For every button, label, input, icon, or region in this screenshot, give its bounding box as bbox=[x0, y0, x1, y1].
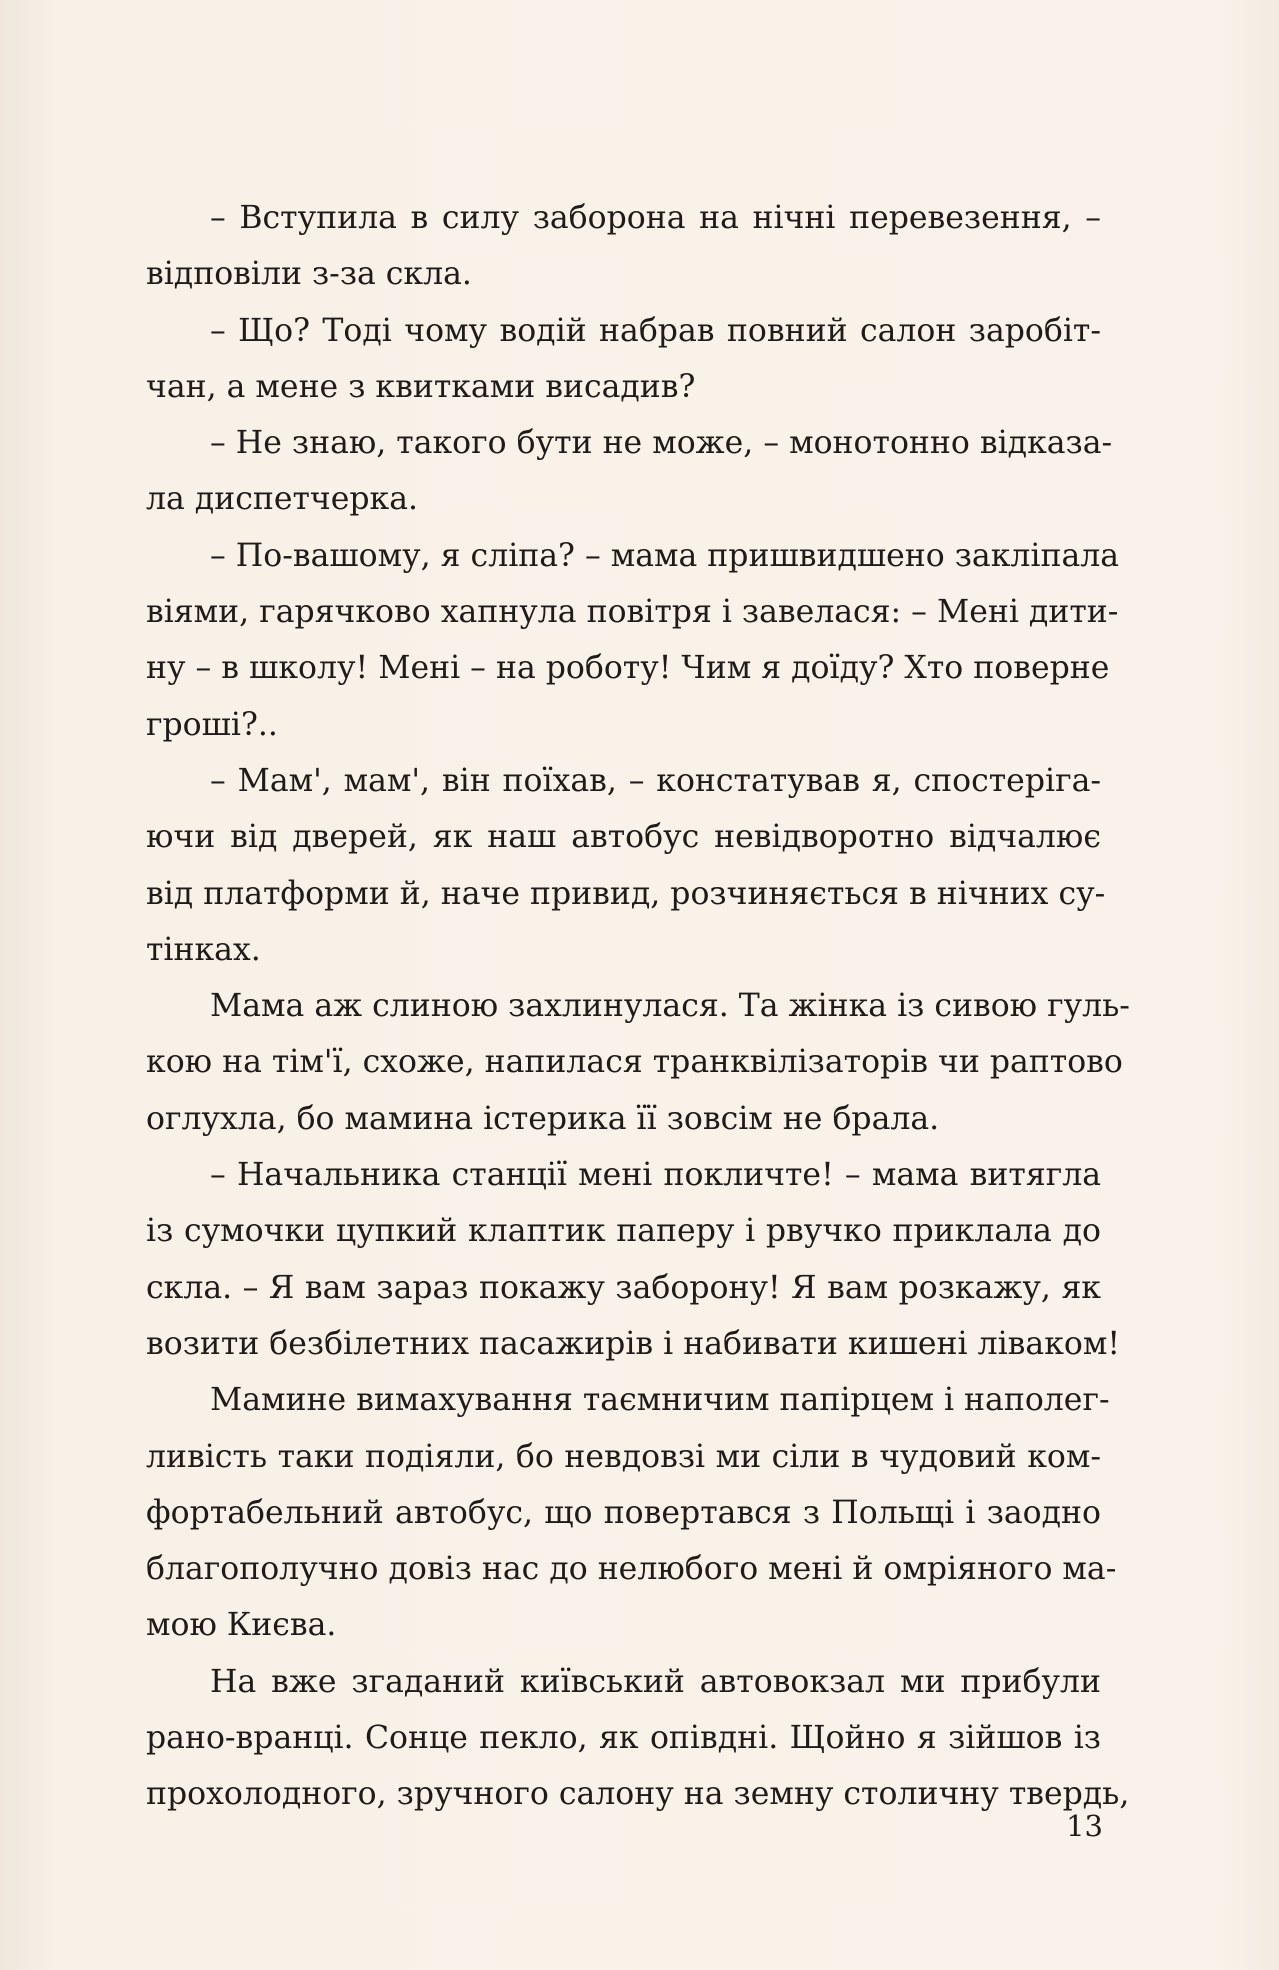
text-line: – Вступила в силу заборона на нічні перевезення, – bbox=[210, 200, 1101, 236]
text-line: від платформи й, наче привид, розчиняється в нічних су- bbox=[146, 875, 1106, 912]
text-line: із сумочки цупкий клаптик паперу і рвучко приклала до bbox=[146, 1213, 1101, 1250]
text-line: – По-вашому, я сліпа? – мама пришвидшено закліпала bbox=[210, 537, 1120, 574]
text-line: На вже згаданий київський автовокзал ми прибули bbox=[210, 1663, 1101, 1700]
text-line: віями, гарячково хапнула повітря і завелася: – Мені дити- bbox=[146, 594, 1119, 631]
text-line: відповіли з-за скла. bbox=[146, 256, 472, 293]
body-text bbox=[146, 190, 1130, 1823]
text-line: тінках. bbox=[146, 931, 261, 968]
text-line: ну – в школу! Мені – на роботу! Чим я доїду? Хто поверне bbox=[146, 650, 1110, 687]
text-line: – Що? Тоді чому водій набрав повний салон заробіт- bbox=[210, 312, 1101, 349]
text-line: гроші?.. bbox=[146, 706, 278, 743]
text-line: чан, а мене з квитками висадив? bbox=[146, 368, 696, 405]
text-line: фортабельний автобус, що повертався з Польщі і заодно bbox=[146, 1494, 1101, 1531]
text-line: – Мам', мам', він поїхав, – констатував я, спостеріга- bbox=[210, 762, 1101, 799]
text-line: Мама аж слиною захлинулася. Та жінка із сивою гуль- bbox=[210, 988, 1130, 1025]
text-line: ливість таки подіяли, бо невдовзі ми сіли в чудовий ком- bbox=[146, 1438, 1101, 1475]
text-line: скла. – Я вам зараз покажу заборону! Я вам розкажу, як bbox=[146, 1269, 1101, 1306]
text-line: благополучно довіз нас до нелюбого мені й омріяного ма- bbox=[146, 1551, 1117, 1588]
text-line: ла диспетчерка. bbox=[146, 481, 419, 518]
text-line: прохолодного, зручного салону на земну столичну твердь, bbox=[146, 1776, 1130, 1813]
text-line: ючи від дверей, як наш автобус невідворотно відчалює bbox=[146, 819, 1101, 856]
text-line: Мамине вимахування таємничим папірцем і наполег- bbox=[210, 1382, 1110, 1419]
text-line: возити безбілетних пасажирів і набивати кишені ліваком! bbox=[146, 1325, 1121, 1362]
text-line: рано-вранці. Сонце пекло, як опівдні. Щойно я зійшов із bbox=[146, 1720, 1101, 1757]
text-line: кою на тім'ї, схоже, напилася транквілізаторів чи раптово bbox=[146, 1044, 1123, 1081]
text-line: оглухла, бо мамина істерика її зовсім не брала. bbox=[146, 1100, 940, 1137]
text-line: – Не знаю, такого бути не може, – монотонно відказа- bbox=[210, 425, 1113, 462]
text-line: мою Києва. bbox=[146, 1607, 337, 1644]
page-number: 13 bbox=[1066, 1809, 1103, 1843]
text-line: – Начальника станції мені покличте! – мама витягла bbox=[210, 1157, 1101, 1194]
